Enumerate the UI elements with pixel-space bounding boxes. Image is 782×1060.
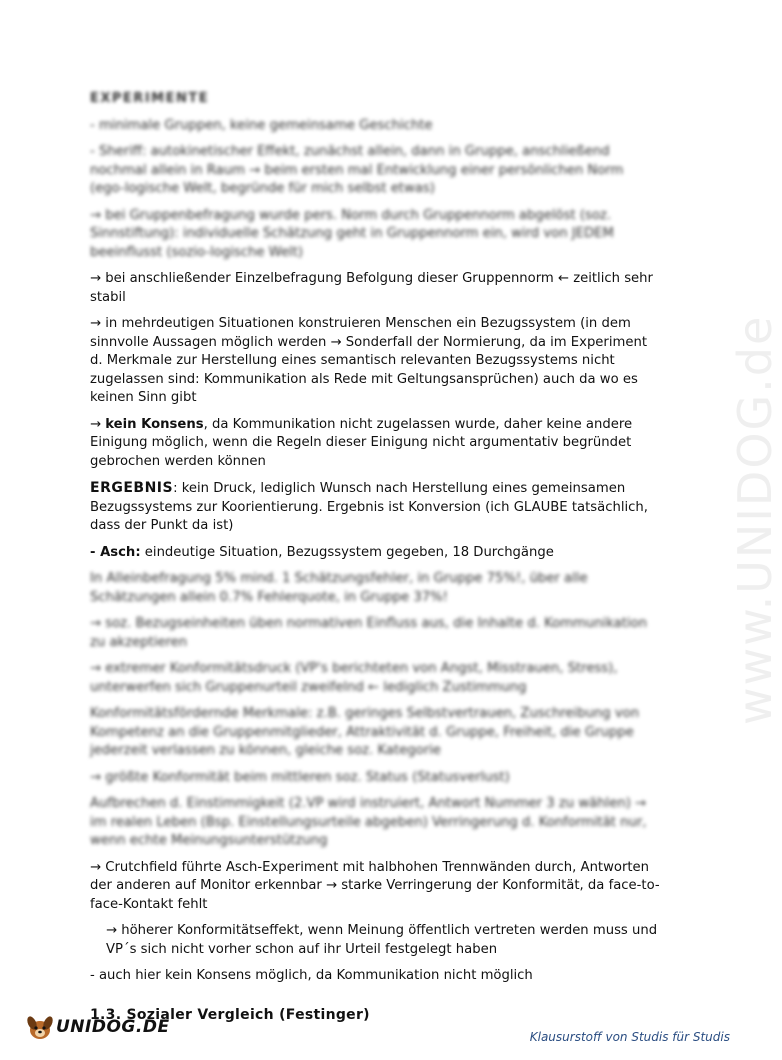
watermark-text: www.UNIDOG.de	[728, 314, 782, 725]
blurred-paragraph: In Alleinbefragung 5% mind. 1 Schätzungsfehler, in Gruppe 75%!, über alle Schätzungen allein 0.7% Fehlerquote, in Gruppe 37%!	[90, 571, 588, 605]
dog-icon	[24, 1012, 54, 1042]
blurred-paragraph: - minimale Gruppen, keine gemeinsame Geschichte	[90, 117, 433, 133]
document-content	[90, 90, 660, 1024]
blurred-paragraph: → größte Konformität beim mittleren soz. Status (Statusverlust)	[90, 769, 510, 785]
paragraph-hoeherer-effekt: → höherer Konformitätseffekt, wenn Meinung öffentlich vertreten werden muss und VP´s sich nicht vorher schon auf ihr Urteil festgelegt haben	[106, 923, 658, 957]
paragraph-asch	[90, 544, 660, 563]
asch-text: eindeutige Situation, Bezugssystem gegeben, 18 Durchgänge	[140, 544, 554, 560]
logo-text: UNIDOG.DE	[56, 1017, 170, 1037]
section-heading-sozialer-vergleich: 1.3. Sozialer Vergleich (Festinger)	[90, 1006, 370, 1023]
blurred-paragraph: - Sheriff: autokinetischer Effekt, zunächst allein, dann in Gruppe, anschließend nochmal allein in Raum → beim ersten mal Entwicklung einer persönlichen Norm (ego-logische Welt, begründe für mich selbst etwas)	[90, 144, 624, 196]
ergebnis-text: : kein Druck, lediglich Wunsch nach Herstellung eines gemeinsamen Bezugssystems zur Koorientierung. Ergebnis ist Konversion (ich GLAUBE tatsächlich, dass der Punkt da ist)	[90, 481, 648, 533]
bold-kein-konsens: kein Konsens	[105, 416, 204, 432]
ergebnis-label: ERGEBNIS	[90, 480, 174, 496]
paragraph-bezugssystem: → in mehrdeutigen Situationen konstruieren Menschen ein Bezugssystem (in dem sinnvolle Aussagen möglich werden → Sonderfall der Normierung, da im Experiment d. Merkmale zur Herstellung eines semantisch relevanten Bezugssystems nicht zugelassen sind: Kommunikation als Rede mit Geltungsansprüchen) auch da wo es keinen Sinn gibt	[90, 316, 647, 405]
blurred-paragraph: Aufbrechen d. Einstimmigkeit (2.VP wird instruiert, Antwort Nummer 3 zu wählen) → im realen Leben (Bsp. Einstellungsurteile abgeben) Verringerung d. Konformität nur, wenn echte Meinungsunterstützung	[90, 796, 647, 848]
text-kein-konsens: , da Kommunikation nicht zugelassen wurde, daher keine andere Einigung möglich, wenn die Regeln dieser Einigung nicht argumentativ begründet gebrochen werden können	[90, 416, 633, 469]
blurred-paragraph: → extremer Konformitätsdruck (VP's berichteten von Angst, Misstrauen, Stress), unterwerfen sich Gruppenurteil zweifelnd ← lediglich Zustimmung	[90, 661, 618, 695]
blurred-paragraph: → bei Gruppenbefragung wurde pers. Norm durch Gruppennorm abgelöst (soz. Sinnstiftung): individuelle Schätzung geht in Gruppennorm ein, wird von JEDEM beeinflusst (sozio-logische Welt)	[90, 207, 614, 260]
section-title-experimente: EXPERIMENTE	[90, 91, 210, 106]
blurred-paragraph: Konformitätsfördernde Merkmale: z.B. geringes Selbstvertrauen, Zuschreibung von Kompetenz an die Gruppenmitglieder, Attraktivität d. Gruppe, Freiheit, die Gruppe jederzeit verlassen zu können, gleiche soz. Kategorie	[90, 706, 640, 758]
footer-tagline: Klausurstoff von Studis für Studis	[529, 1030, 730, 1044]
paragraph-crutchfield: → Crutchfield führte Asch-Experiment mit halbhohen Trennwänden durch, Antworten der anderen auf Monitor erkennbar → starke Verringerung der Konformität, da face-to-face-Kontakt fehlt	[90, 859, 660, 912]
blurred-paragraph: → soz. Bezugseinheiten üben normativen Einfluss aus, die Inhalte d. Kommunikation zu akzeptieren	[90, 616, 647, 650]
paragraph-auch-hier: - auch hier kein Konsens möglich, da Kommunikation nicht möglich	[90, 968, 533, 983]
paragraph-einzelbefragung: → bei anschließender Einzelbefragung Befolgung dieser Gruppennorm ← zeitlich sehr stabil	[90, 271, 653, 305]
paragraph-ergebnis	[90, 479, 660, 536]
asch-label: - Asch:	[90, 544, 141, 560]
unidog-logo[interactable]	[24, 1012, 170, 1042]
arrow-prefix: →	[90, 416, 106, 432]
watermark	[668, 280, 782, 740]
paragraph-kein-konsens	[90, 416, 660, 472]
